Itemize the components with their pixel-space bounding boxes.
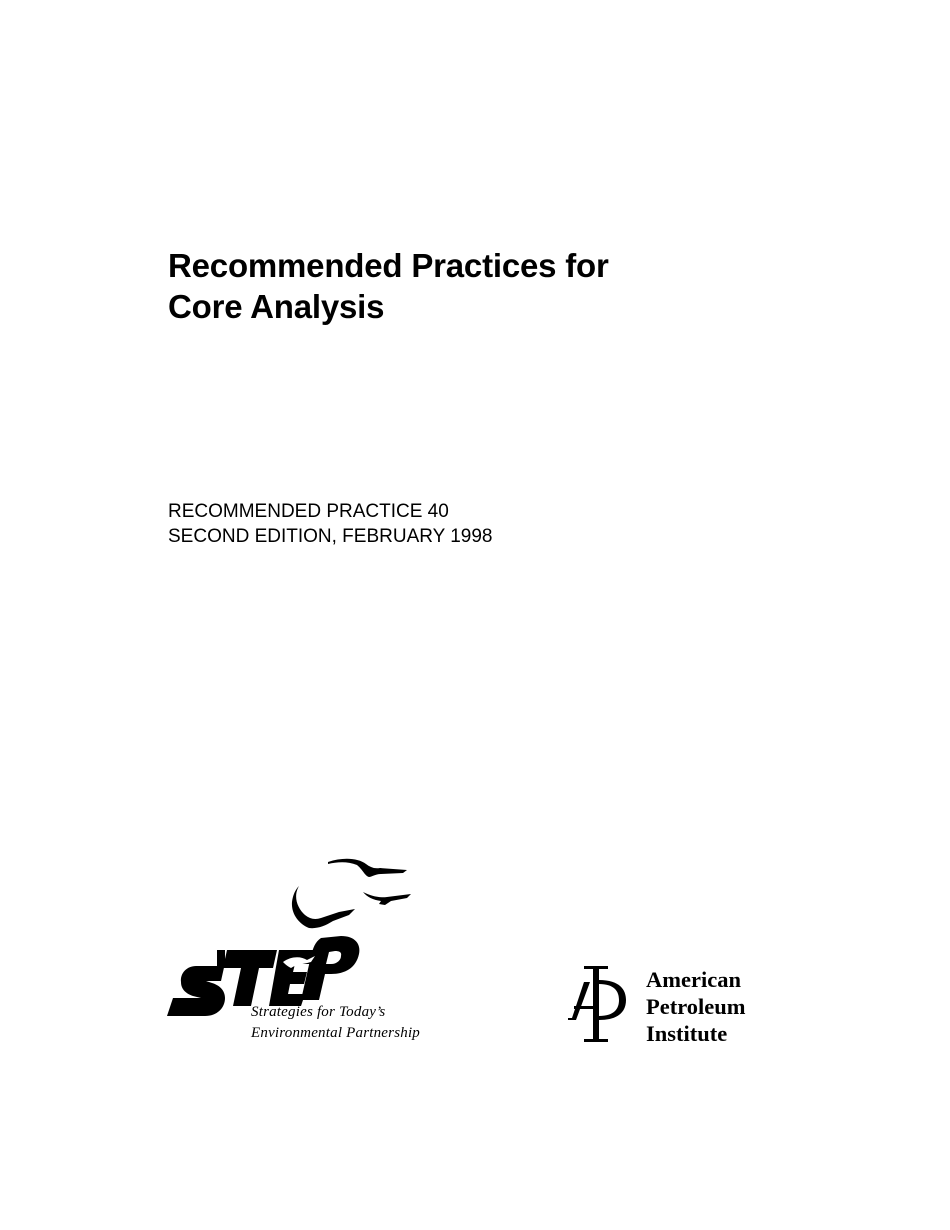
bird-icon xyxy=(292,886,355,928)
api-organization-name xyxy=(646,966,746,1047)
api-name-line-1: American xyxy=(646,967,741,992)
api-name-line-2: Petroleum xyxy=(646,994,746,1019)
step-tagline-line-2: Environmental Partnership xyxy=(251,1025,421,1041)
step-tagline-line-1: Strategies for Today’s xyxy=(251,1004,386,1020)
api-logo-icon xyxy=(566,962,630,1046)
title-line-1: Recommended Practices for xyxy=(168,247,609,284)
title-line-2: Core Analysis xyxy=(168,288,385,325)
edition-date: SECOND EDITION, FEBRUARY 1998 xyxy=(168,526,493,547)
edition-info xyxy=(168,499,493,549)
bird-icon xyxy=(328,859,407,877)
step-tagline xyxy=(251,1002,420,1044)
api-name-line-3: Institute xyxy=(646,1021,728,1046)
document-title xyxy=(168,245,609,327)
bird-icon xyxy=(363,892,411,905)
practice-number: RECOMMENDED PRACTICE 40 xyxy=(168,501,449,522)
